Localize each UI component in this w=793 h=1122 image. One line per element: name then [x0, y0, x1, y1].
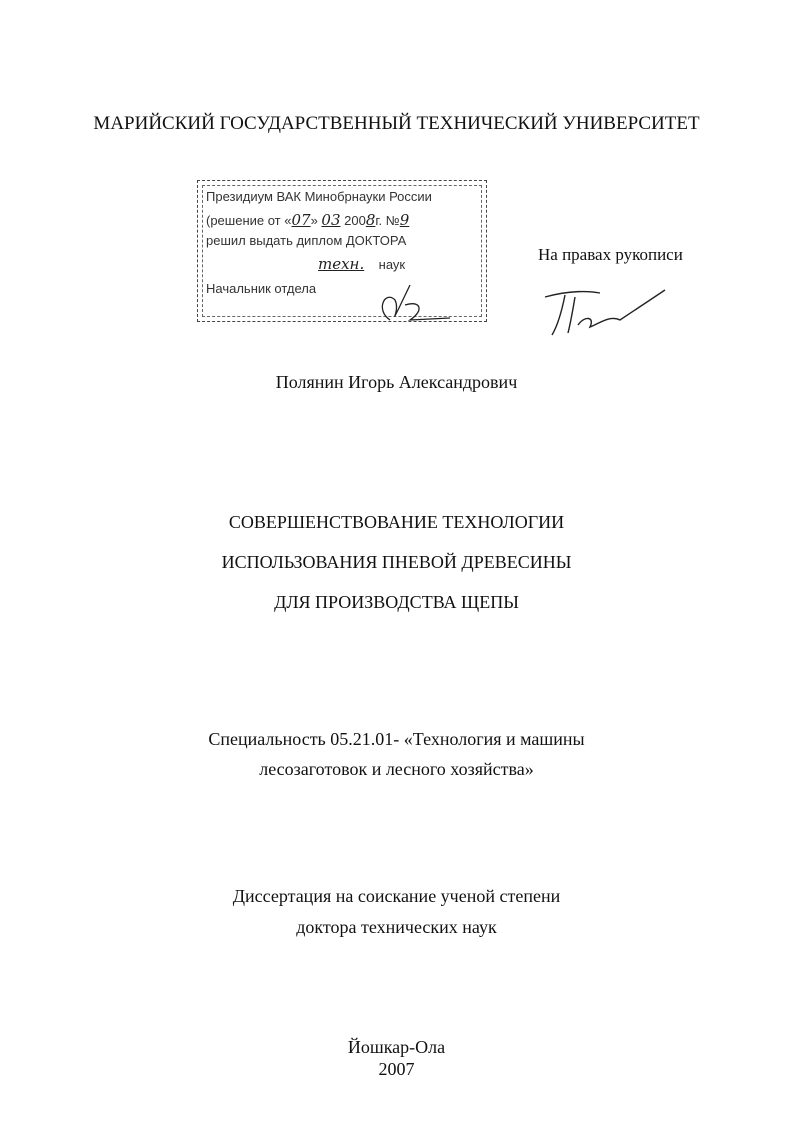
title-line-2: ИСПОЛЬЗОВАНИЯ ПНЕВОЙ ДРЕВЕСИНЫ [221, 552, 572, 572]
title-line-1: СОВЕРШЕНСТВОВАНИЕ ТЕХНОЛОГИИ [228, 512, 565, 532]
stamp-line-1: Президиум ВАК Минобрнауки России [206, 189, 432, 204]
stamp-line-5: Начальник отдела [206, 281, 317, 296]
author-signature [540, 285, 670, 340]
university-name: МАРИЙСКИЙ ГОСУДАРСТВЕННЫЙ ТЕХНИЧЕСКИЙ УНИВЕРСИТЕТ [93, 113, 700, 134]
author-name: Полянин Игорь Александрович [275, 372, 518, 392]
stamp-line-3: решил выдать диплом ДОКТОРА [206, 233, 407, 248]
degree-line-1: Диссертация на соискание ученой степени [232, 886, 561, 906]
specialty-line-2: лесозаготовок и лесного хозяйства» [259, 759, 534, 779]
stamp-signature [370, 280, 460, 340]
stamp-line-2: (решение от «07» 03 2008г. №9 [206, 211, 410, 229]
stamp-science: наук [378, 257, 406, 272]
stamp-number: 9 [399, 211, 410, 229]
degree-line-2: доктора технических наук [296, 917, 497, 937]
city: Йошкар-Ола [347, 1037, 446, 1057]
stamp-line-4 [318, 255, 405, 273]
stamp-year-digit: 8 [365, 211, 376, 229]
manuscript-rights: На правах рукописи [538, 245, 683, 264]
stamp-decision-label: (решение от « [206, 213, 292, 228]
title-line-3: ДЛЯ ПРОИЗВОДСТВА ЩЕПЫ [274, 592, 519, 612]
specialty-line-1: Специальность 05.21.01- «Технология и машины [208, 729, 585, 749]
stamp-day: 07 [291, 211, 311, 229]
year: 2007 [378, 1059, 415, 1079]
stamp-month: 03 [321, 211, 341, 229]
stamp-year-prefix: 200 [344, 213, 366, 228]
stamp-number-label: г. № [375, 213, 400, 228]
stamp-field: техн. [318, 255, 365, 273]
